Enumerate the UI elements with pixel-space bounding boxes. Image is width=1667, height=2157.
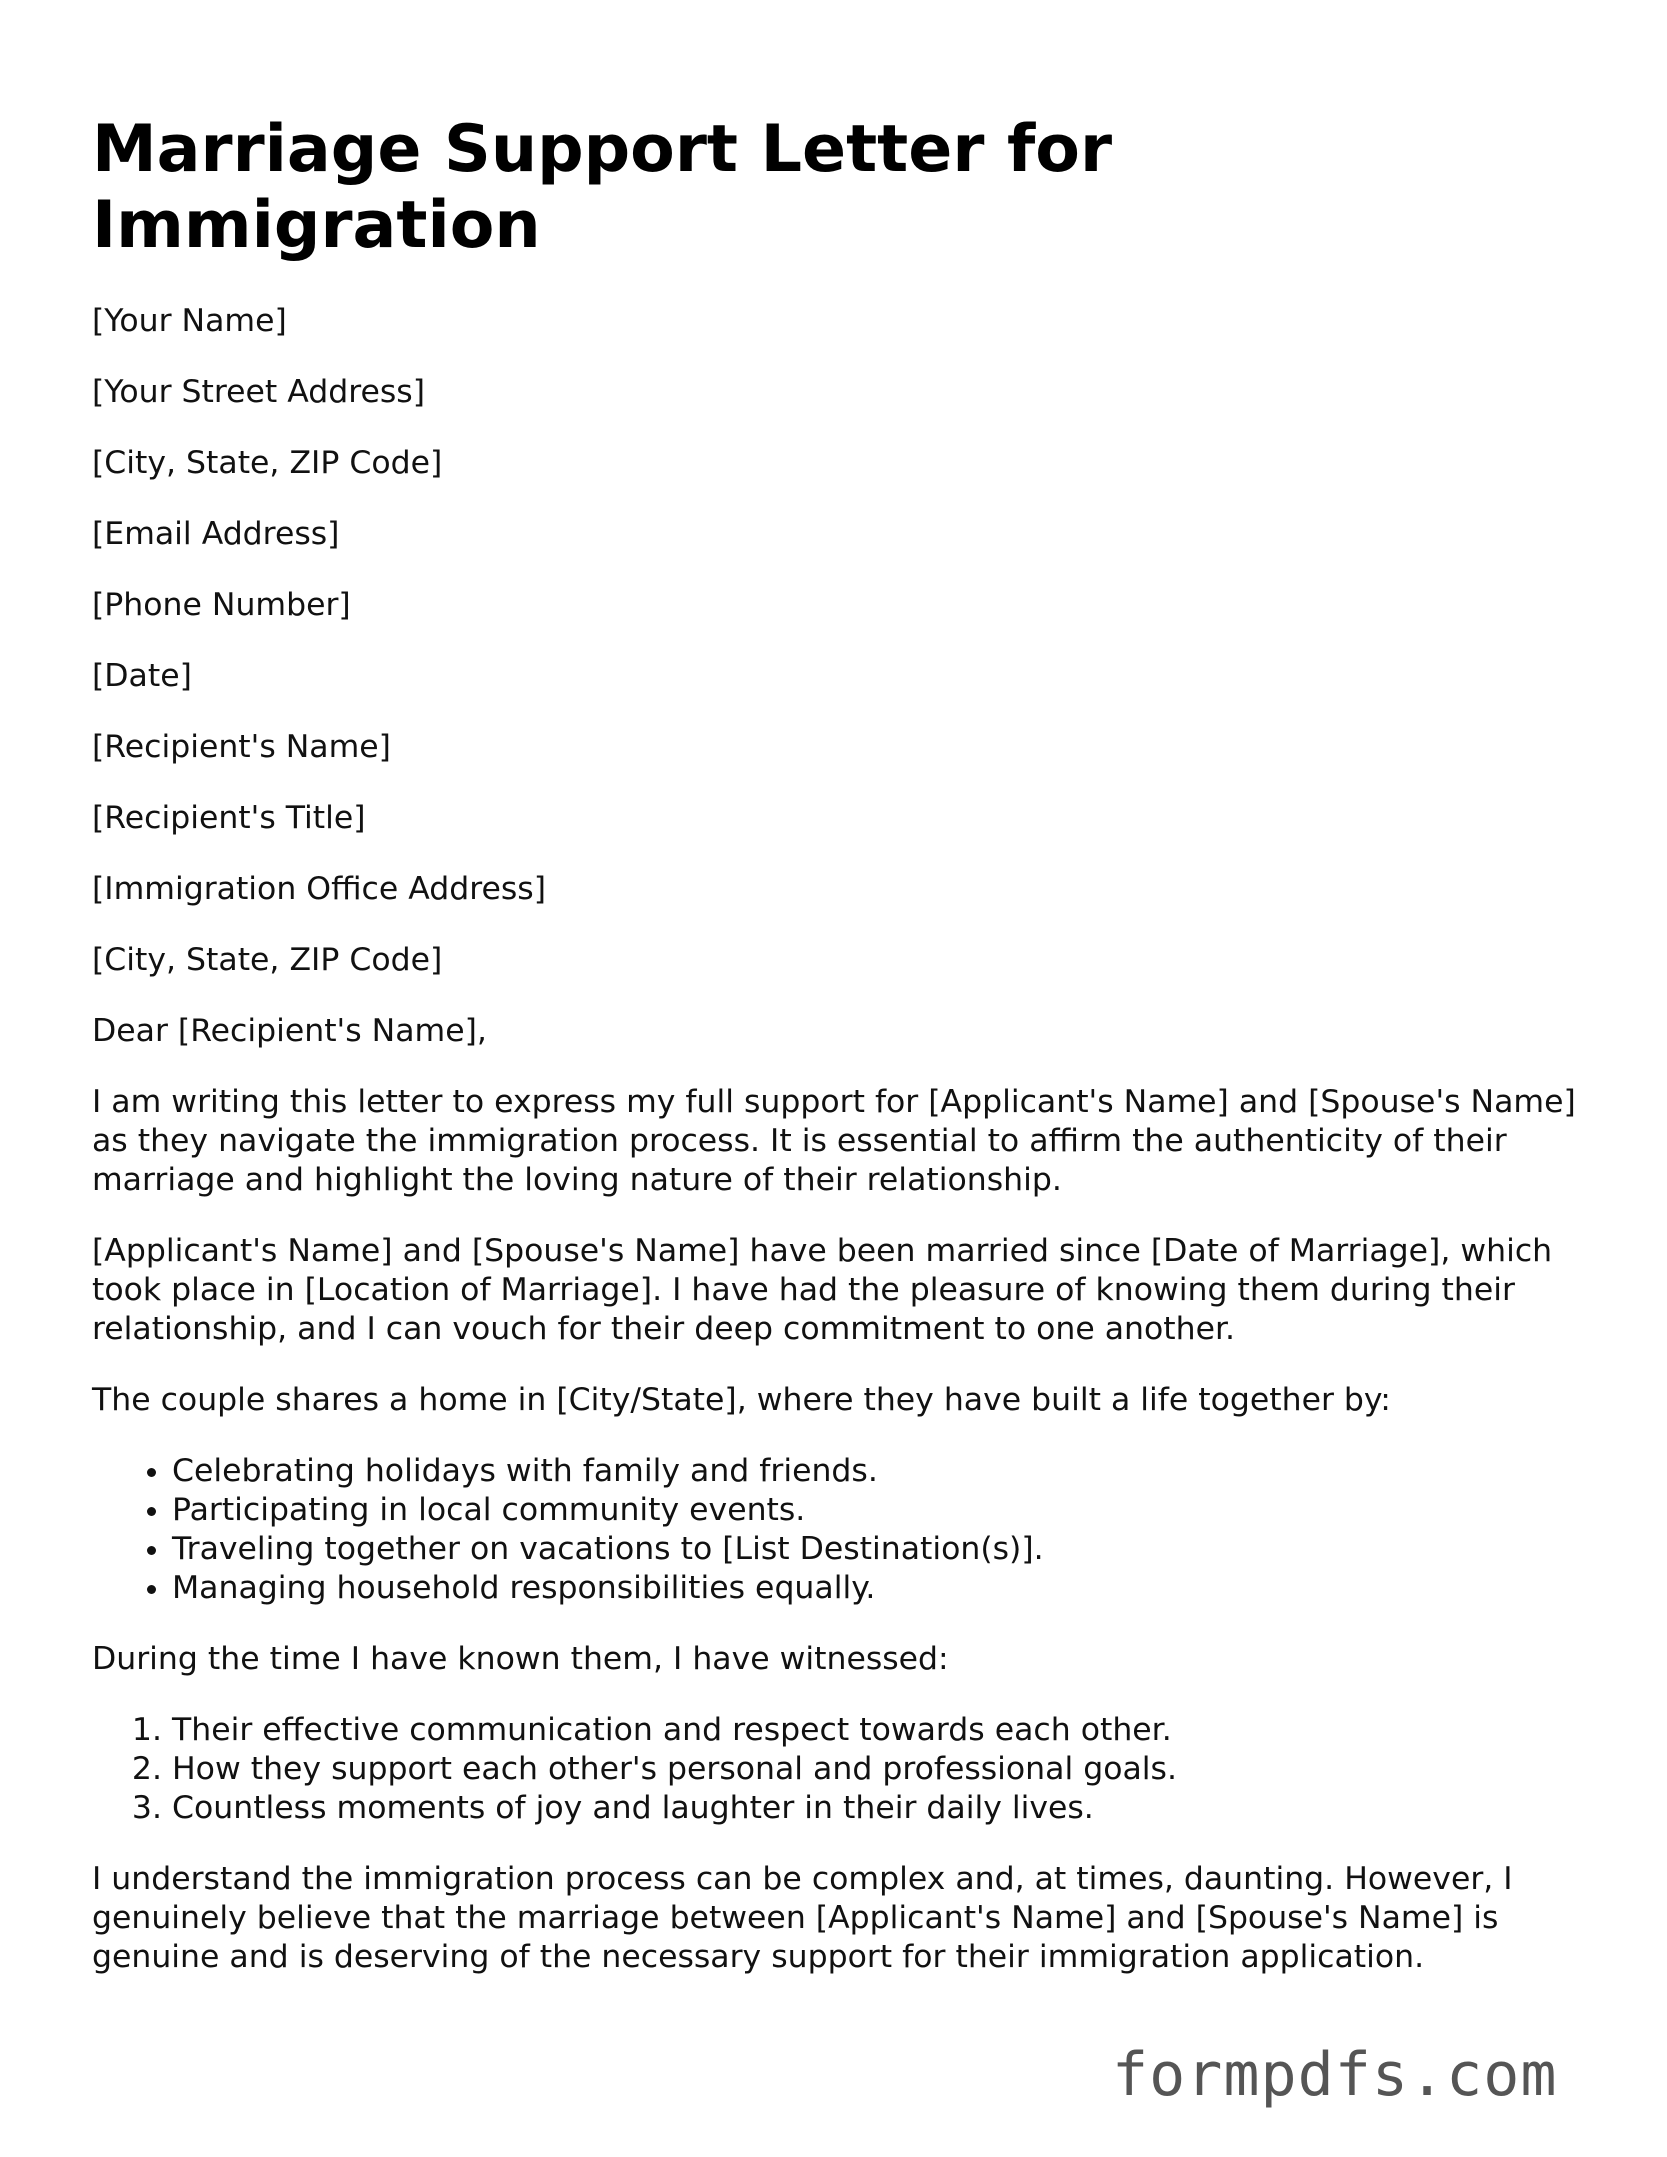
sender-name: [Your Name] xyxy=(92,303,287,339)
witnessed-list xyxy=(92,1711,1592,1828)
watermark: formpdfs.com xyxy=(1112,2040,1558,2110)
paragraph-closing: I understand the immigration process can be complex and, at times, daunting. However, I genuinely believe that the marriage between [Applicant's Name] and [Spouse's Name] is genuine and is deserving of the necessary support for their immigration application. xyxy=(92,1861,1513,1975)
sender-street: [Your Street Address] xyxy=(92,374,426,410)
list-item: 2. How they support each other's personal and professional goals. xyxy=(172,1750,1592,1789)
document-title: Marriage Support Letter for Immigration xyxy=(92,112,1113,263)
witnessed-intro: During the time I have known them, I have witnessed: xyxy=(92,1641,949,1677)
recipient-office: [Immigration Office Address] xyxy=(92,871,546,907)
recipient-name: [Recipient's Name] xyxy=(92,729,391,765)
paragraph-home: The couple shares a home in [City/State], where they have built a life together by: xyxy=(92,1382,1391,1418)
sender-city: [City, State, ZIP Code] xyxy=(92,445,443,481)
list-item: • Celebrating holidays with family and friends. xyxy=(172,1452,1592,1491)
salutation: Dear [Recipient's Name], xyxy=(92,1013,487,1049)
recipient-city: [City, State, ZIP Code] xyxy=(92,942,443,978)
letter-page xyxy=(92,112,1592,2009)
sender-email: [Email Address] xyxy=(92,516,340,552)
paragraph-intro: I am writing this letter to express my full support for [Applicant's Name] and [Spouse's Name] as they navigate the immigration process. It is essential to affirm the authenticity of their marriage and highlight the loving nature of their relationship. xyxy=(92,1084,1576,1198)
list-item: • Traveling together on vacations to [List Destination(s)]. xyxy=(172,1530,1592,1569)
list-item: 1. Their effective communication and respect towards each other. xyxy=(172,1711,1592,1750)
letter-date: [Date] xyxy=(92,658,192,694)
list-item: • Managing household responsibilities equally. xyxy=(172,1569,1592,1608)
list-item: • Participating in local community events. xyxy=(172,1491,1592,1530)
sender-phone: [Phone Number] xyxy=(92,587,351,623)
activities-list xyxy=(92,1452,1592,1608)
paragraph-marriage: [Applicant's Name] and [Spouse's Name] have been married since [Date of Marriage], which took place in [Location of Marriage]. I have had the pleasure of knowing them during their relationship, and I can vouch for their deep commitment to one another. xyxy=(92,1233,1553,1347)
list-item: 3. Countless moments of joy and laughter in their daily lives. xyxy=(172,1789,1592,1828)
recipient-title: [Recipient's Title] xyxy=(92,800,366,836)
